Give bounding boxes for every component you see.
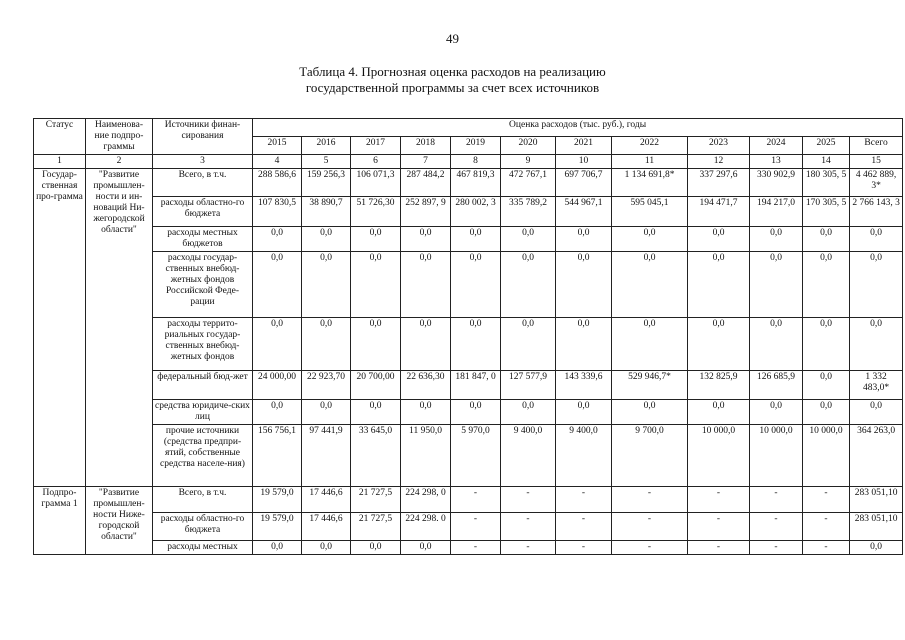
value-cell: 0,0 <box>401 252 451 318</box>
value-cell: 0,0 <box>803 371 850 400</box>
value-cell: 9 400,0 <box>501 425 556 487</box>
value-cell: 467 819,3 <box>451 169 501 197</box>
value-cell: 0,0 <box>850 541 903 555</box>
value-cell: 0,0 <box>750 318 803 371</box>
value-cell: 0,0 <box>750 252 803 318</box>
value-cell: - <box>451 541 501 555</box>
value-cell: - <box>612 487 688 513</box>
funding-source-cell: расходы государ-ственных внебюд-жетных фондов Российской Феде-рации <box>153 252 253 318</box>
year-header: 2020 <box>501 137 556 155</box>
value-cell: 0,0 <box>688 400 750 425</box>
value-cell: 24 000,00 <box>253 371 302 400</box>
value-cell: 156 756,1 <box>253 425 302 487</box>
year-header: 2016 <box>302 137 351 155</box>
value-cell: 0,0 <box>750 227 803 252</box>
table-row <box>34 227 903 252</box>
value-cell: - <box>612 541 688 555</box>
value-cell: 595 045,1 <box>612 197 688 227</box>
value-cell: 0,0 <box>612 318 688 371</box>
funding-source-cell: Всего, в т.ч. <box>153 487 253 513</box>
value-cell: 0,0 <box>850 400 903 425</box>
column-index: 1 <box>34 155 86 169</box>
value-cell: 0,0 <box>451 252 501 318</box>
index-row <box>34 155 903 169</box>
value-cell: 0,0 <box>501 318 556 371</box>
page-number: 49 <box>446 31 459 46</box>
value-cell: 0,0 <box>302 252 351 318</box>
value-cell: 107 830,5 <box>253 197 302 227</box>
table-row <box>34 318 903 371</box>
table-row <box>34 487 903 513</box>
funding-source-cell: расходы областно-го бюджета <box>153 513 253 541</box>
value-cell: 22 636,30 <box>401 371 451 400</box>
program-name-cell: "Развитие промышлен-ности Ниже-городской области" <box>86 487 153 555</box>
table-row <box>34 400 903 425</box>
value-cell: 0,0 <box>351 227 401 252</box>
funding-source-cell: расходы местных <box>153 541 253 555</box>
value-cell: 288 586,6 <box>253 169 302 197</box>
table-title <box>0 64 905 96</box>
value-cell: 0,0 <box>803 400 850 425</box>
column-index: 14 <box>803 155 850 169</box>
value-cell: - <box>688 541 750 555</box>
value-cell: 0,0 <box>501 227 556 252</box>
year-header: 2019 <box>451 137 501 155</box>
status-cell: Подпро-грамма 1 <box>34 487 86 555</box>
value-cell: 10 000,0 <box>688 425 750 487</box>
value-cell: 0,0 <box>688 252 750 318</box>
value-cell: 0,0 <box>688 227 750 252</box>
value-cell: 132 825,9 <box>688 371 750 400</box>
value-cell: 335 789,2 <box>501 197 556 227</box>
funding-source-cell: расходы местных бюджетов <box>153 227 253 252</box>
value-cell: 529 946,7* <box>612 371 688 400</box>
column-index: 11 <box>612 155 688 169</box>
table-row <box>34 513 903 541</box>
value-cell: 224 298. 0 <box>401 513 451 541</box>
value-cell: - <box>750 487 803 513</box>
value-cell: 126 685,9 <box>750 371 803 400</box>
column-index: 2 <box>86 155 153 169</box>
year-header: 2024 <box>750 137 803 155</box>
value-cell: 97 441,9 <box>302 425 351 487</box>
value-cell: - <box>501 487 556 513</box>
year-header: 2015 <box>253 137 302 155</box>
value-cell: 0,0 <box>253 541 302 555</box>
table-title-line-2: государственной программы за счет всех источников <box>305 80 600 95</box>
year-header: 2017 <box>351 137 401 155</box>
value-cell: 0,0 <box>451 400 501 425</box>
program-name-cell: "Развитие промышлен-ности и ин-новаций Ни-жегородской области" <box>86 169 153 487</box>
value-cell: 0,0 <box>351 318 401 371</box>
value-cell: 0,0 <box>451 227 501 252</box>
value-cell: 0,0 <box>501 252 556 318</box>
value-cell: 697 706,7 <box>556 169 612 197</box>
value-cell: 22 923,70 <box>302 371 351 400</box>
header-status: Статус <box>34 119 86 155</box>
value-cell: 544 967,1 <box>556 197 612 227</box>
value-cell: 159 256,3 <box>302 169 351 197</box>
header-source: Источники финан-сирования <box>153 119 253 155</box>
value-cell: - <box>803 487 850 513</box>
year-header: 2022 <box>612 137 688 155</box>
value-cell: 0,0 <box>302 318 351 371</box>
value-cell: 0,0 <box>451 318 501 371</box>
value-cell: 19 579,0 <box>253 487 302 513</box>
value-cell: 252 897, 9 <box>401 197 451 227</box>
value-cell: - <box>501 541 556 555</box>
value-cell: 0,0 <box>351 400 401 425</box>
value-cell: 0,0 <box>556 318 612 371</box>
value-cell: 21 727,5 <box>351 513 401 541</box>
table-row <box>34 252 903 318</box>
value-cell: - <box>803 513 850 541</box>
value-cell: - <box>803 541 850 555</box>
value-cell: - <box>556 487 612 513</box>
table-row <box>34 425 903 487</box>
value-cell: 364 263,0 <box>850 425 903 487</box>
value-cell: 0,0 <box>688 318 750 371</box>
value-cell: 0,0 <box>750 400 803 425</box>
value-cell: 0,0 <box>351 541 401 555</box>
value-cell: 0,0 <box>302 227 351 252</box>
value-cell: 0,0 <box>556 252 612 318</box>
value-cell: 0,0 <box>401 227 451 252</box>
value-cell: 127 577,9 <box>501 371 556 400</box>
value-cell: 283 051,10 <box>850 513 903 541</box>
value-cell: 1 134 691,8* <box>612 169 688 197</box>
funding-source-cell: средства юридиче-ских лиц <box>153 400 253 425</box>
value-cell: 17 446,6 <box>302 513 351 541</box>
value-cell: 0,0 <box>803 227 850 252</box>
value-cell: 287 484,2 <box>401 169 451 197</box>
table-row <box>34 197 903 227</box>
value-cell: 33 645,0 <box>351 425 401 487</box>
table-title-line-1: Таблица 4. Прогнозная оценка расходов на реализацию <box>299 64 606 79</box>
year-header: 2018 <box>401 137 451 155</box>
value-cell: 330 902,9 <box>750 169 803 197</box>
value-cell: 0,0 <box>401 400 451 425</box>
value-cell: 0,0 <box>612 400 688 425</box>
value-cell: 0,0 <box>351 252 401 318</box>
value-cell: 0,0 <box>302 400 351 425</box>
value-cell: - <box>451 513 501 541</box>
value-cell: 1 332 483,0* <box>850 371 903 400</box>
value-cell: 180 305, 5 <box>803 169 850 197</box>
expense-table <box>33 118 903 555</box>
value-cell: 0,0 <box>556 227 612 252</box>
value-cell: 0,0 <box>253 252 302 318</box>
value-cell: 17 446,6 <box>302 487 351 513</box>
table-row <box>34 371 903 400</box>
column-index: 4 <box>253 155 302 169</box>
table-row <box>34 541 903 555</box>
value-cell: 9 400,0 <box>556 425 612 487</box>
value-cell: 280 002, 3 <box>451 197 501 227</box>
year-header: 2025 <box>803 137 850 155</box>
value-cell: - <box>556 513 612 541</box>
value-cell: 10 000,0 <box>750 425 803 487</box>
value-cell: 0,0 <box>850 227 903 252</box>
column-index: 13 <box>750 155 803 169</box>
header-estimate: Оценка расходов (тыс. руб.), годы <box>253 119 903 137</box>
status-cell: Государ-ственная про-грамма <box>34 169 86 487</box>
header-name: Наименова-ние подпро-граммы <box>86 119 153 155</box>
value-cell: 0,0 <box>612 252 688 318</box>
value-cell: 194 471,7 <box>688 197 750 227</box>
value-cell: 0,0 <box>850 318 903 371</box>
header-row <box>34 119 903 137</box>
value-cell: 337 297,6 <box>688 169 750 197</box>
column-index: 5 <box>302 155 351 169</box>
column-index: 10 <box>556 155 612 169</box>
value-cell: 0,0 <box>253 318 302 371</box>
funding-source-cell: федеральный бюд-жет <box>153 371 253 400</box>
funding-source-cell: Всего, в т.ч. <box>153 169 253 197</box>
value-cell: 224 298, 0 <box>401 487 451 513</box>
year-header: 2021 <box>556 137 612 155</box>
column-index: 9 <box>501 155 556 169</box>
table-row <box>34 169 903 197</box>
funding-source-cell: расходы террито-риальных государ-ственных внебюд-жетных фондов <box>153 318 253 371</box>
column-index: 6 <box>351 155 401 169</box>
value-cell: 0,0 <box>556 400 612 425</box>
value-cell: - <box>451 487 501 513</box>
value-cell: 10 000,0 <box>803 425 850 487</box>
value-cell: 21 727,5 <box>351 487 401 513</box>
value-cell: 0,0 <box>612 227 688 252</box>
column-index: 8 <box>451 155 501 169</box>
value-cell: - <box>501 513 556 541</box>
value-cell: 0,0 <box>803 252 850 318</box>
column-index: 12 <box>688 155 750 169</box>
column-index: 15 <box>850 155 903 169</box>
value-cell: - <box>688 487 750 513</box>
value-cell: 181 847, 0 <box>451 371 501 400</box>
value-cell: - <box>556 541 612 555</box>
year-header: Всего <box>850 137 903 155</box>
value-cell: 0,0 <box>401 318 451 371</box>
value-cell: - <box>750 541 803 555</box>
value-cell: 472 767,1 <box>501 169 556 197</box>
value-cell: 20 700,00 <box>351 371 401 400</box>
table-body <box>34 119 903 555</box>
value-cell: 38 890,7 <box>302 197 351 227</box>
value-cell: 4 462 889, 3* <box>850 169 903 197</box>
value-cell: 194 217,0 <box>750 197 803 227</box>
value-cell: 2 766 143, 3 <box>850 197 903 227</box>
column-index: 7 <box>401 155 451 169</box>
value-cell: 283 051,10 <box>850 487 903 513</box>
value-cell: 0,0 <box>501 400 556 425</box>
year-header: 2023 <box>688 137 750 155</box>
value-cell: 0,0 <box>850 252 903 318</box>
value-cell: 19 579,0 <box>253 513 302 541</box>
value-cell: - <box>612 513 688 541</box>
value-cell: 143 339,6 <box>556 371 612 400</box>
funding-source-cell: расходы областно-го бюджета <box>153 197 253 227</box>
funding-source-cell: прочие источники (средства предпри-ятий, собственные средства населе-ния) <box>153 425 253 487</box>
value-cell: 11 950,0 <box>401 425 451 487</box>
value-cell: - <box>750 513 803 541</box>
value-cell: 170 305, 5 <box>803 197 850 227</box>
value-cell: 0,0 <box>803 318 850 371</box>
value-cell: 0,0 <box>302 541 351 555</box>
value-cell: 106 071,3 <box>351 169 401 197</box>
column-index: 3 <box>153 155 253 169</box>
value-cell: 0,0 <box>253 227 302 252</box>
value-cell: 5 970,0 <box>451 425 501 487</box>
value-cell: 9 700,0 <box>612 425 688 487</box>
value-cell: 51 726,30 <box>351 197 401 227</box>
value-cell: 0,0 <box>401 541 451 555</box>
value-cell: 0,0 <box>253 400 302 425</box>
value-cell: - <box>688 513 750 541</box>
